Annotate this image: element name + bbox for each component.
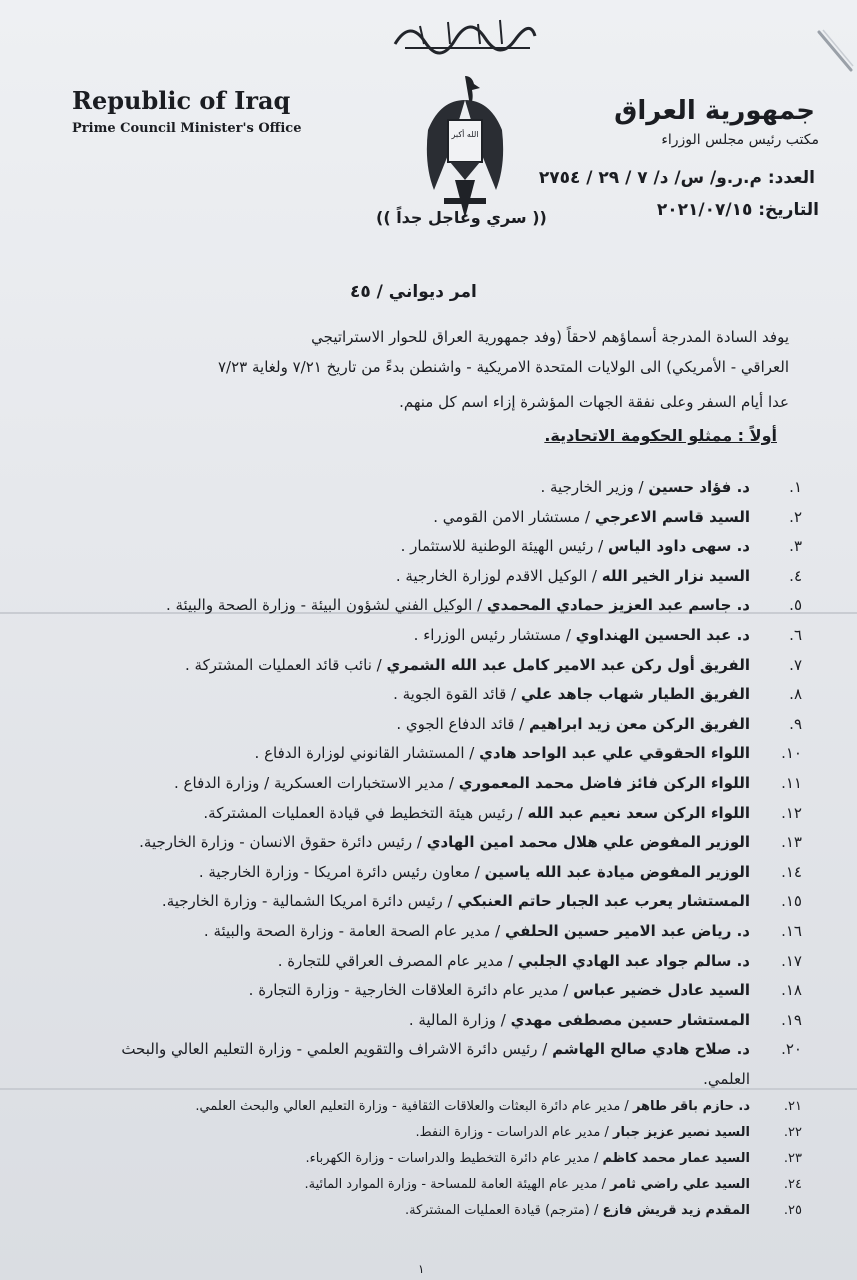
member-role: / المستشار القانوني لوزارة الدفاع . — [254, 744, 475, 763]
member-role: / مدير عام الدراسات - وزارة النفط. — [415, 1125, 609, 1141]
item-text — [401, 537, 750, 555]
list-item — [42, 1177, 802, 1203]
member-name: السيد عادل خضير عباس — [573, 981, 750, 1000]
member-name: السيد عمار محمد كاظم — [602, 1151, 750, 1167]
list-item — [42, 1040, 802, 1070]
item-text — [540, 478, 750, 496]
eagle-emblem: الله أكبر — [420, 70, 510, 220]
member-role: / الوكيل الاقدم لوزارة الخارجية . — [395, 566, 597, 585]
member-role: / مدير الاستخبارات العسكرية / وزارة الدفاع . — [174, 773, 454, 792]
item-number: ١٥. — [781, 892, 802, 911]
member-role: / مستشار الامن القومي . — [433, 507, 591, 526]
item-text — [174, 774, 750, 792]
country-name-en: Republic of Iraq — [72, 86, 291, 115]
member-role: / مدير عام دائرة التخطيط والدراسات - وزارة الكهرباء. — [305, 1151, 599, 1167]
office-name-en: Prime Council Minister's Office — [72, 121, 302, 136]
member-role: / مدير عام دائرة العلاقات الخارجية - وزارة التجارة . — [248, 981, 569, 1000]
member-name: اللواء الحقوقي علي عبد الواحد هادي — [479, 744, 750, 763]
item-number: ١٣. — [781, 833, 802, 852]
member-name: د. رياض عبد الامير حسين الحلفي — [504, 921, 750, 940]
item-text — [249, 981, 750, 999]
member-name: السيد علي راضي ثامر — [610, 1177, 750, 1193]
member-role: / مدير عام الهيئة العامة للمساحة - وزارة الموارد المائية. — [304, 1177, 606, 1193]
member-name: الفريق الركن معن زيد ابراهيم — [529, 714, 750, 733]
item-text — [393, 685, 750, 703]
intro-line: العراقي - الأمريكي) الى الولايات المتحدة الامريكية - واشنطن بدءً من تاريخ ٧/٢١ ولغاية ٧/٢٣ — [217, 358, 789, 376]
list-item — [42, 892, 802, 922]
item-text — [409, 1011, 750, 1029]
member-name: السيد نزار الخير الله — [601, 566, 750, 585]
item-text — [121, 1040, 750, 1058]
item-number: ٢٢. — [783, 1125, 802, 1141]
staple-icon — [815, 28, 855, 74]
member-role: / (مترجم) قيادة العمليات المشتركة. — [404, 1203, 599, 1219]
intro-line: عدا أيام السفر وعلى نفقة الجهات المؤشرة إزاء اسم كل منهم. — [399, 393, 789, 411]
list-item — [42, 656, 802, 686]
item-number: ١١. — [781, 773, 802, 792]
member-role: / الوكيل الفني لشؤون البيئة - وزارة الصحة والبيئة . — [165, 596, 483, 615]
country-name-ar: جمهورية العراق — [614, 96, 815, 126]
item-number: ١٦. — [781, 921, 802, 940]
member-name: الفريق أول ركن عبد الامير كامل عبد الله الشمري — [386, 655, 750, 674]
list-item — [42, 508, 802, 538]
item-number: ٢٣. — [783, 1151, 802, 1167]
list-item — [42, 922, 802, 952]
member-name: اللواء الركن سعد نعيم عبد الله — [527, 803, 750, 822]
item-number: ٦. — [789, 625, 802, 644]
item-number: ١. — [789, 478, 802, 496]
list-item — [42, 478, 802, 508]
basmala-calligraphy — [390, 14, 540, 56]
list-item — [42, 1151, 802, 1177]
item-text — [396, 567, 750, 585]
member-name: اللواء الركن فائز فاضل محمد المعموري — [458, 773, 750, 792]
member-role: / رئيس دائرة حقوق الانسان - وزارة الخارجية. — [139, 833, 422, 852]
list-item — [42, 1011, 802, 1041]
member-name: د. سالم جواد عبد الهادي الجلبي — [517, 951, 750, 970]
member-name: المقدم زيد قريش فازع — [602, 1203, 750, 1219]
document-date: التاريخ: ٢٠٢١/٠٧/١٥ — [656, 200, 819, 220]
member-role: / رئيس دائرة الاشراف والتقويم العلمي - وزارة التعليم العالي والبحث — [121, 1040, 548, 1059]
item-text — [433, 508, 750, 526]
item-number: ٢٠. — [781, 1040, 802, 1059]
item-number: ٨. — [789, 685, 802, 704]
page-number: ١ — [418, 1262, 425, 1276]
member-name: د. صلاح هادي صالح الهاشم — [552, 1040, 750, 1059]
item-text — [203, 804, 750, 822]
list-item — [42, 1125, 802, 1151]
item-text — [414, 626, 750, 644]
item-number: ٢٤. — [783, 1177, 802, 1193]
item-number: ٢١. — [783, 1099, 802, 1115]
item-number: ١٨. — [781, 981, 802, 1000]
list-item — [42, 596, 802, 626]
item-number: ١٠. — [781, 744, 802, 763]
list-item — [42, 833, 802, 863]
list-item — [42, 981, 802, 1011]
member-role: / مدير عام المصرف العراقي للتجارة . — [277, 951, 514, 970]
member-name: الوزير المفوض ميادة عبد الله ياسين — [484, 862, 750, 881]
item-number: ٥. — [789, 596, 802, 615]
reference-number: العدد: م.ر.و/ س/ د/ ٧ / ٢٩ / ٢٧٥٤ — [538, 168, 815, 188]
item-number: ١٢. — [781, 803, 802, 822]
member-role: / وزير الخارجية . — [540, 478, 644, 496]
list-item — [42, 1203, 802, 1229]
member-role: / نائب قائد العمليات المشتركة . — [185, 655, 382, 674]
item-text — [185, 656, 750, 674]
intro-line: يوفد السادة المدرجة أسماؤهم لاحقاً (وفد جمهورية العراق للحوار الاستراتيجي — [311, 328, 789, 346]
item-text — [195, 1099, 750, 1114]
item-text — [415, 1125, 750, 1140]
member-name: د. سهى داود الياس — [608, 537, 750, 556]
item-text — [304, 1177, 750, 1192]
list-item — [42, 537, 802, 567]
member-name: المستشار حسين مصطفى مهدي — [510, 1010, 750, 1029]
member-role: / رئيس الهيئة الوطنية للاستثمار . — [400, 537, 604, 556]
list-item — [42, 863, 802, 893]
member-name: د. فؤاد حسين — [648, 478, 750, 496]
classification-label: (( سري وعاجل جداً )) — [376, 208, 547, 227]
list-item — [42, 685, 802, 715]
item-number: ٧. — [789, 655, 802, 674]
member-name: د. عبد الحسين الهنداوي — [575, 625, 750, 644]
member-role: / وزارة المالية . — [408, 1010, 506, 1029]
members-list — [42, 478, 802, 1229]
member-role: / قائد القوة الجوية . — [393, 685, 517, 704]
list-item — [42, 774, 802, 804]
office-name-ar: مكتب رئيس مجلس الوزراء — [661, 132, 819, 148]
item-text — [162, 892, 750, 910]
list-item — [42, 744, 802, 774]
member-role: / رئيس دائرة امريكا الشمالية - وزارة الخارجية. — [161, 892, 453, 911]
list-item — [42, 804, 802, 834]
item-number: ٢٥. — [783, 1203, 802, 1219]
member-name: د. حازم باقر طاهر — [632, 1099, 750, 1115]
member-name: المستشار يعرب عبد الجبار حاتم العنبكي — [457, 892, 750, 911]
list-item — [42, 626, 802, 656]
item-number: ٢. — [789, 507, 802, 526]
list-item — [42, 715, 802, 745]
member-role-continuation: العلمي. — [703, 1069, 750, 1088]
member-name: د. جاسم عبد العزيز حمادي المحمدي — [486, 596, 750, 615]
member-name: السيد قاسم الاعرجي — [594, 507, 750, 526]
item-number: ٣. — [789, 537, 802, 556]
item-text — [139, 833, 750, 851]
list-item — [42, 567, 802, 597]
member-name: السيد نصير عزيز جبار — [612, 1125, 750, 1141]
item-number: ٩. — [789, 714, 802, 733]
list-item — [42, 952, 802, 982]
list-item — [42, 1099, 802, 1125]
member-name: الفريق الطيار شهاب جاهد علي — [520, 685, 750, 704]
member-role: / مدير عام الصحة العامة - وزارة الصحة والبيئة . — [203, 921, 501, 940]
item-text — [255, 744, 750, 762]
section-heading: أولاً : ممثلو الحكومة الاتحادية. — [544, 426, 777, 445]
item-number: ١٤. — [781, 862, 802, 881]
item-number: ١٧. — [781, 951, 802, 970]
member-role: / رئيس هيئة التخطيط في قيادة العمليات المشتركة. — [203, 803, 523, 822]
member-role: / مدير عام دائرة البعثات والعلاقات الثقافية - وزارة التعليم العالي والبحث العلمي. — [195, 1099, 629, 1115]
item-text — [396, 715, 750, 733]
member-role: / مستشار رئيس الوزراء . — [413, 625, 571, 644]
item-text — [278, 952, 750, 970]
item-text — [305, 1151, 750, 1166]
item-text — [204, 922, 750, 940]
item-text — [405, 1203, 750, 1218]
item-text — [199, 863, 750, 881]
list-item-continuation — [42, 1070, 802, 1100]
member-name: الوزير المفوض علي هلال محمد امين الهادي — [426, 833, 750, 852]
item-number: ٤. — [789, 566, 802, 585]
member-role: / قائد الدفاع الجوي . — [396, 714, 525, 733]
member-role: / معاون رئيس دائرة امريكا - وزارة الخارجية . — [198, 862, 480, 881]
order-title: امر ديواني / ٤٥ — [350, 282, 477, 302]
item-number: ١٩. — [781, 1010, 802, 1029]
item-text — [166, 596, 750, 614]
